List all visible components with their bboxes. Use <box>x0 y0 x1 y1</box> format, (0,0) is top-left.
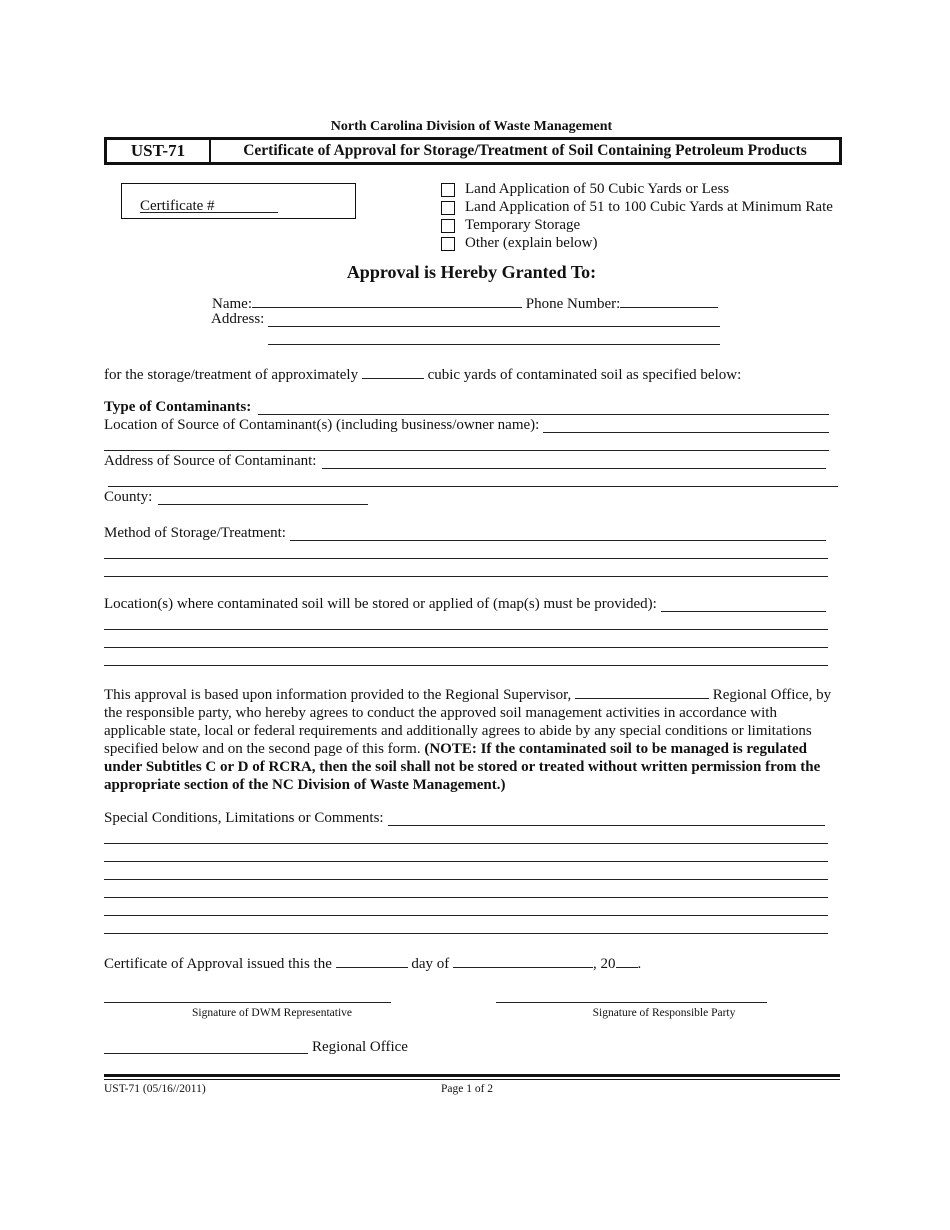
issued-period: . <box>637 956 642 972</box>
issued-year-prefix: , 20 <box>593 956 616 972</box>
special-conditions-line[interactable] <box>104 897 828 898</box>
statement-part1: This approval is based upon information provided to the Regional Supervisor, <box>104 687 572 703</box>
party-signature-line[interactable] <box>496 1002 767 1003</box>
special-conditions-line[interactable] <box>104 933 828 934</box>
special-conditions-line[interactable] <box>104 843 828 844</box>
certificate-number-field[interactable] <box>140 198 278 213</box>
method-field-line-2[interactable] <box>104 558 828 559</box>
source-address-label: Address of Source of Contaminant: <box>104 453 317 469</box>
volume-row <box>104 364 741 384</box>
name-row <box>212 293 718 313</box>
form-code: UST-71 <box>107 140 211 162</box>
address-field-line-2[interactable] <box>268 344 720 345</box>
volume-suffix: cubic yards of contaminated soil as specified below: <box>427 367 742 383</box>
source-address-field-line-2[interactable] <box>108 486 838 487</box>
method-field-line-3[interactable] <box>104 576 828 577</box>
statement-part2: Regional Office, by the responsible party, who hereby agrees to conduct the approved soil management activities in accordance with applicable state, local or federal requirements and additionally agrees to abide by any special conditions or limitations specified below and on the second page of this form. <box>104 687 832 757</box>
address-label: Address: <box>211 311 265 327</box>
storage-location-field-line-3[interactable] <box>104 647 828 648</box>
name-field[interactable] <box>252 293 522 308</box>
checkbox[interactable] <box>441 183 455 197</box>
issued-row <box>104 953 641 973</box>
phone-label: Phone Number: <box>525 296 621 312</box>
special-conditions-line[interactable] <box>104 915 828 916</box>
volume-prefix: for the storage/treatment of approximately <box>104 367 359 383</box>
footer-form-id: UST-71 (05/16//2011) <box>104 1083 206 1095</box>
issued-month-field[interactable] <box>453 953 593 968</box>
option-land-50[interactable] <box>441 181 729 198</box>
issued-day-field[interactable] <box>336 953 408 968</box>
option-label: Land Application of 50 Cubic Yards or Less <box>465 181 730 197</box>
option-other[interactable] <box>441 235 597 252</box>
source-address-field[interactable] <box>322 468 826 469</box>
address-field-line-1[interactable] <box>268 326 720 327</box>
option-label: Land Application of 51 to 100 Cubic Yards at Minimum Rate <box>465 199 833 215</box>
volume-field[interactable] <box>362 364 424 379</box>
rcra-note: (NOTE: If the contaminated soil to be managed is regulated under Subtitles C or D of RCRA, then the soil shall not be stored or treated without written permission from the appropriate section of the NC Division of Waste Management.) <box>104 741 821 793</box>
source-location-field[interactable] <box>543 432 829 433</box>
county-field[interactable] <box>158 504 368 505</box>
agency-name: North Carolina Division of Waste Management <box>330 119 613 134</box>
option-label: Other (explain below) <box>465 235 598 251</box>
storage-location-field-line-2[interactable] <box>104 629 828 630</box>
option-land-51-100[interactable] <box>441 199 833 216</box>
footer-rule-thick <box>104 1074 840 1077</box>
certificate-label: Certificate # <box>140 198 215 214</box>
method-field[interactable] <box>290 540 826 541</box>
storage-location-label: Location(s) where contaminated soil will be stored or applied of (map(s) must be provided): <box>104 596 657 612</box>
phone-field[interactable] <box>620 293 718 308</box>
certificate-box <box>121 183 356 219</box>
name-label: Name: <box>212 296 252 312</box>
source-location-field-line-2[interactable] <box>104 450 829 451</box>
option-label: Temporary Storage <box>465 217 581 233</box>
special-conditions-field[interactable] <box>388 825 825 826</box>
storage-location-field-line-4[interactable] <box>104 665 828 666</box>
title-bar <box>104 137 842 165</box>
special-conditions-line[interactable] <box>104 861 828 862</box>
special-conditions-label: Special Conditions, Limitations or Comments: <box>104 810 384 826</box>
checkbox[interactable] <box>441 219 455 233</box>
county-label: County: <box>104 489 153 505</box>
issued-day-of: day of <box>411 956 450 972</box>
contaminants-field[interactable] <box>258 414 829 415</box>
address-row <box>211 311 264 328</box>
storage-location-field[interactable] <box>661 611 826 612</box>
footer-page-number: Page 1 of 2 <box>441 1083 494 1095</box>
regional-office-field[interactable] <box>575 684 709 699</box>
dwm-signature-label: Signature of DWM Representative <box>192 1007 352 1019</box>
source-location-label: Location of Source of Contaminant(s) (including business/owner name): <box>104 417 540 433</box>
issued-year-field[interactable] <box>616 953 638 968</box>
form-title: Certificate of Approval for Storage/Treatment of Soil Containing Petroleum Products <box>243 142 807 159</box>
checkbox[interactable] <box>441 237 455 251</box>
regional-office-line[interactable] <box>104 1053 308 1054</box>
method-label: Method of Storage/Treatment: <box>104 525 286 541</box>
approval-heading: Approval is Hereby Granted To: <box>346 262 597 282</box>
footer-rule-thin <box>104 1079 840 1080</box>
regional-office-label: Regional Office <box>312 1039 408 1055</box>
dwm-signature-line[interactable] <box>104 1002 391 1003</box>
issued-prefix: Certificate of Approval issued this the <box>104 956 332 972</box>
approval-statement <box>104 684 839 794</box>
contaminants-label: Type of Contaminants: <box>104 399 252 415</box>
option-temporary-storage[interactable] <box>441 217 580 234</box>
party-signature-label: Signature of Responsible Party <box>592 1007 736 1019</box>
special-conditions-line[interactable] <box>104 879 828 880</box>
checkbox[interactable] <box>441 201 455 215</box>
